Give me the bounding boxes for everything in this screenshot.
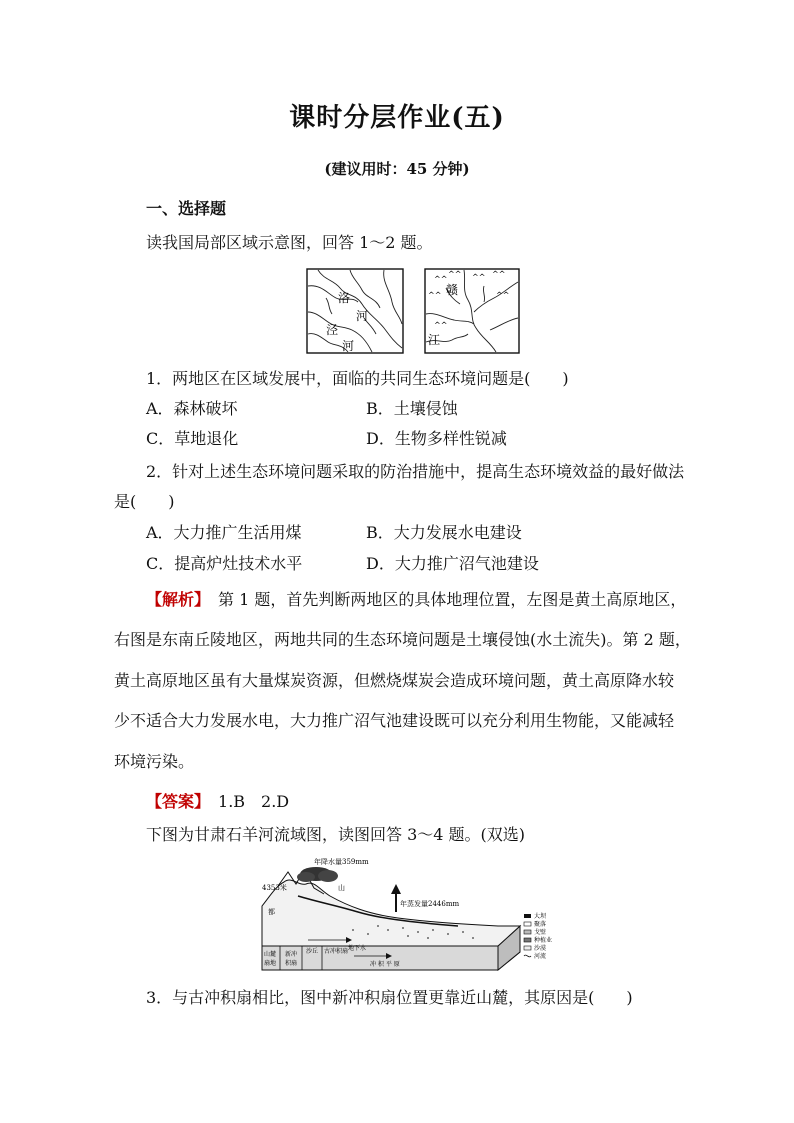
diagram-label-shandi: 扇地 [264, 960, 277, 967]
page-title: 课时分层作业(五) [289, 103, 505, 133]
svg-text:^^: ^^ [434, 275, 448, 284]
diagram-label-shaqiu: 沙丘 [306, 948, 319, 955]
map-loess-plateau [306, 268, 404, 354]
legend-desert: 沙漠 [534, 945, 547, 952]
diagram-label-groundwater: 地下水 [348, 945, 367, 952]
legend-farming: 种植业 [534, 937, 553, 944]
analysis-text-1: 第 1 题，首先判断两地区的具体地理位置，左图是黄土高原地区， [202, 590, 687, 609]
analysis-line1 [146, 587, 686, 610]
question-2-stem-line2: 是( ) [114, 492, 175, 511]
q1-option-c: C．草地退化 [146, 429, 239, 448]
question-2-stem-line1: 2．针对上述生态环境问题采取的防治措施中，提高生态环境效益的最好做法 [146, 462, 685, 481]
question-1-stem: 1．两地区在区域发展中，面临的共同生态环境问题是( ) [146, 369, 569, 388]
q2-option-c: C．提高炉灶技术水平 [146, 554, 303, 573]
question-3-stem: 3．与古冲积扇相比，图中新冲积扇位置更靠近山麓，其原因是( ) [146, 988, 633, 1007]
legend-gobi: 戈壁 [534, 929, 547, 936]
diagram-label-plain: 冲 积 平 原 [370, 961, 400, 968]
answer-tag: 【答案】 [146, 792, 203, 811]
analysis-line4: 少不适合大力发展水电，大力推广沼气池建设既可以充分利用生物能，又能减轻 [114, 711, 675, 730]
svg-text:^^: ^^ [428, 291, 442, 300]
svg-text:^^: ^^ [492, 270, 506, 279]
diagram-precip-label: 年降水量359mm [314, 858, 369, 866]
section-heading: 一、选择题 [146, 199, 227, 218]
svg-text:^^: ^^ [472, 273, 486, 282]
q1-option-b: B．土壤侵蚀 [366, 399, 458, 418]
question-intro-1-2: 读我国局部区域示意图，回答 1～2 题。 [146, 233, 433, 252]
analysis-line3: 黄土高原地区虽有大量煤炭资源，但燃烧煤炭会造成环境问题，黄土高原降水较 [114, 671, 675, 690]
map-label-he: 河 [356, 309, 369, 323]
svg-text:^^: ^^ [448, 270, 462, 279]
diagram-label-xinchong: 新冲 [285, 951, 298, 958]
legend-dam: 大坝 [534, 913, 547, 920]
answer-text: 1.B 2.D [202, 792, 290, 811]
q2-option-b: B．大力发展水电建设 [366, 523, 522, 542]
legend-river: 河流 [534, 953, 547, 960]
diagram-elevation-label: 4353米 [262, 884, 287, 892]
legend-settlement: 聚落 [534, 921, 547, 928]
diagram-label-du: 都 [268, 908, 275, 916]
map-label-jiang: 江 [428, 333, 441, 347]
q2-option-a: A．大力推广生活用煤 [146, 523, 302, 542]
map-label-jing: 泾 [326, 323, 339, 337]
q1-option-a: A．森林破坏 [146, 399, 238, 418]
map-southeast-hills [424, 268, 520, 354]
analysis-tag: 【解析】 [146, 590, 203, 609]
q2-option-d: D．大力推广沼气池建设 [366, 554, 539, 573]
answer-line [146, 789, 289, 812]
diagram-label-jishan: 积扇 [285, 960, 298, 967]
diagram-label-shanlu: 山麓 [264, 951, 277, 958]
diagram-evap-label: 年蒸发量2446mm [400, 900, 460, 908]
map-label-luo: 洛 [338, 291, 351, 305]
diagram-mountain-label: 山 [338, 884, 345, 892]
map-label-he-2: 河 [342, 339, 355, 353]
question-intro-3-4: 下图为甘肃石羊河流域图，读图回答 3～4 题。(双选) [146, 825, 526, 844]
svg-text:^^: ^^ [434, 321, 448, 330]
diagram-label-guchongjishan: 古冲积扇 [324, 948, 349, 955]
shiyang-river-diagram [258, 856, 558, 972]
map-label-gan: 赣 [446, 283, 459, 297]
svg-text:^^: ^^ [496, 291, 510, 300]
analysis-line5: 环境污染。 [114, 752, 195, 771]
analysis-line2: 右图是东南丘陵地区，两地共同的生态环境问题是土壤侵蚀(水土流失)。第 2 题， [114, 630, 691, 649]
q1-option-d: D．生物多样性锐减 [366, 429, 507, 448]
suggested-time: (建议用时：45 分钟) [324, 160, 470, 178]
